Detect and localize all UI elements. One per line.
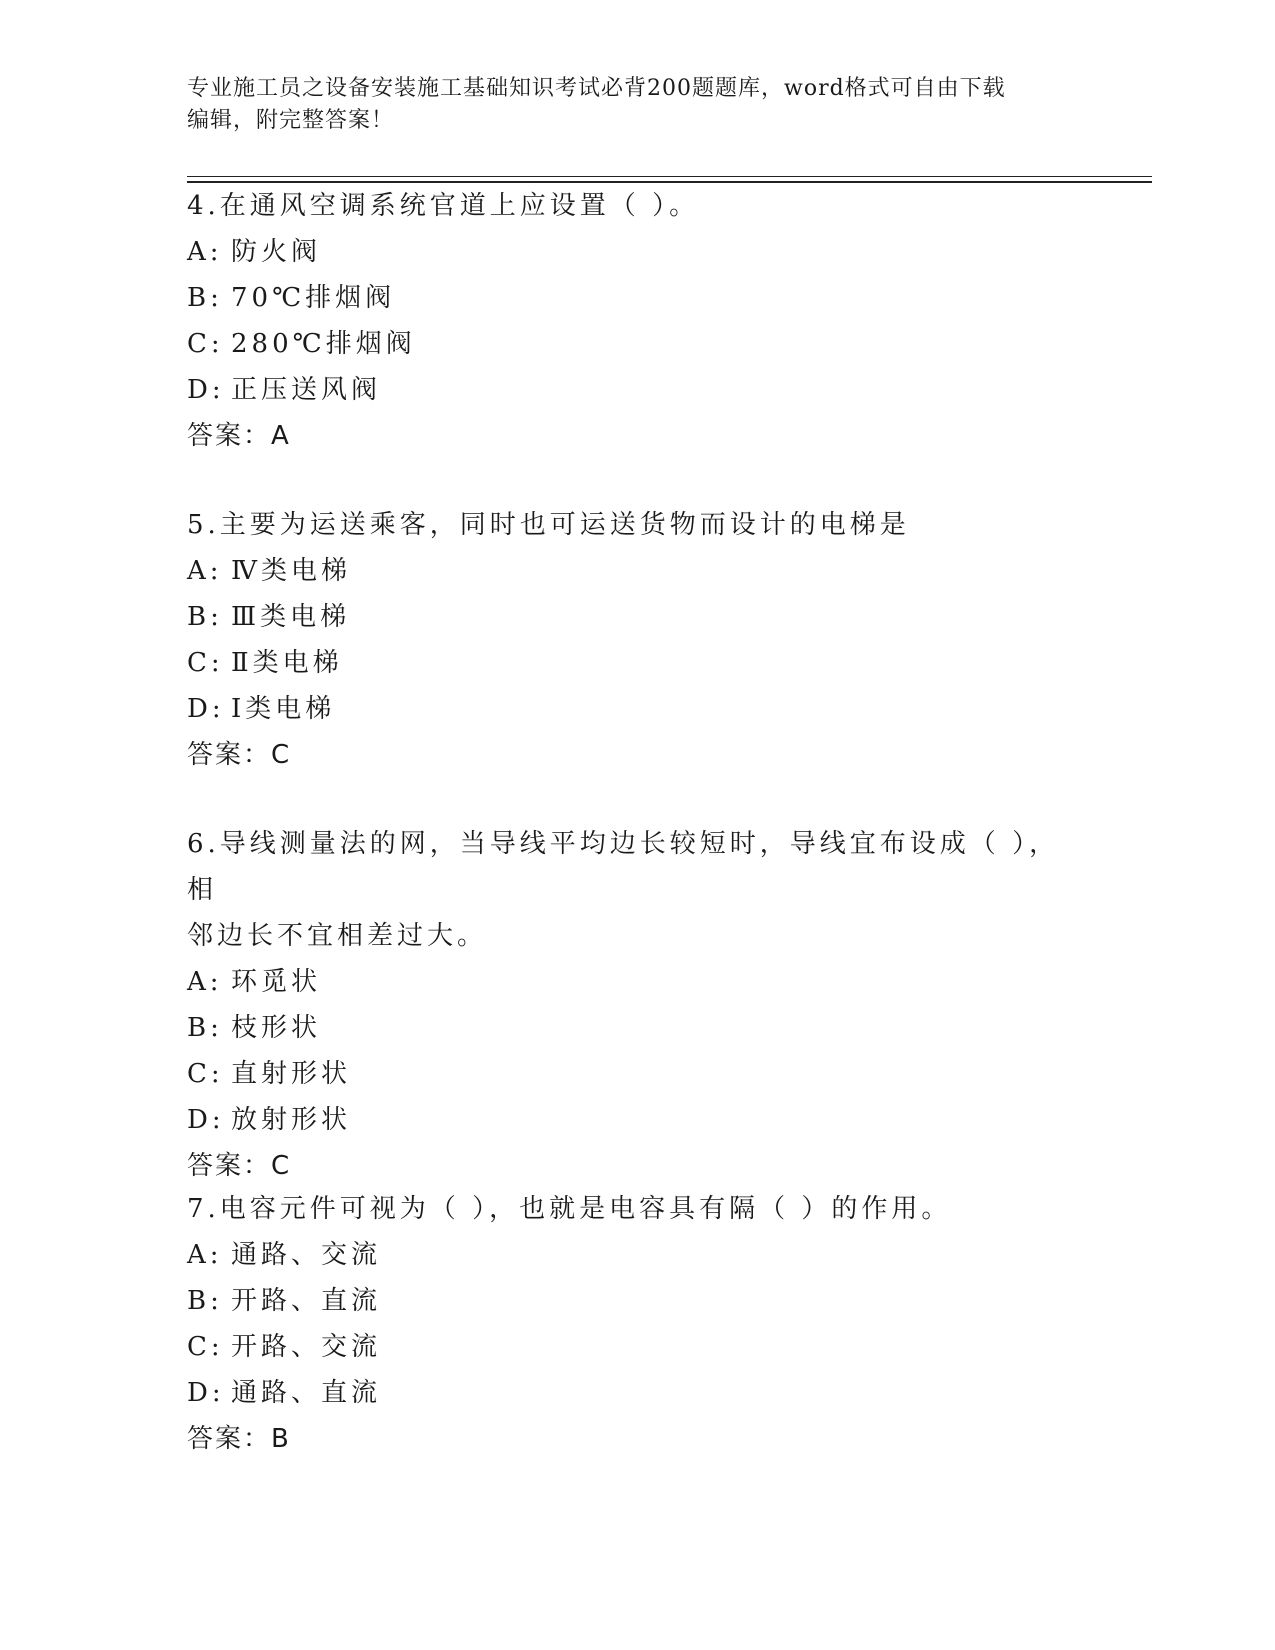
answer-label: 答案：B [187, 1424, 291, 1454]
option-text: Ⅱ类电梯 [231, 648, 343, 678]
option-letter: B: [187, 1286, 223, 1316]
option-a [187, 229, 1087, 275]
option-b [187, 1278, 1087, 1324]
option-text: 开路、交流 [231, 1332, 382, 1362]
question-stem: 4.在通风空调系统官道上应设置（ ）。 [187, 191, 700, 221]
option-b [187, 594, 1087, 640]
question-stem-line-2: 邻边长不宜相差过大。 [187, 921, 488, 951]
question-stem: 7.电容元件可视为（ ），也就是电容具有隔（ ）的作用。 [187, 1194, 952, 1224]
option-a [187, 959, 1087, 1005]
option-letter: A: [187, 237, 223, 267]
answer-label: 答案：A [187, 421, 291, 451]
question-stem-line-1: 6.导线测量法的网，当导线平均边长较短时，导线宜布设成（ ），相 [187, 829, 1060, 905]
option-b [187, 275, 1087, 321]
option-letter: C: [187, 329, 224, 359]
option-letter: B: [187, 1013, 223, 1043]
option-text: 开路、直流 [231, 1286, 382, 1316]
question-4 [187, 183, 1087, 459]
option-a [187, 1232, 1087, 1278]
question-7 [187, 1186, 1087, 1462]
option-d [187, 1097, 1087, 1143]
option-text: Ⅲ类电梯 [231, 602, 351, 632]
option-text: 正压送风阀 [231, 375, 382, 405]
option-letter: A: [187, 1240, 223, 1270]
answer-label: 答案：C [187, 740, 292, 770]
header-line-1: 专业施工员之设备安装施工基础知识考试必背200题题库，word格式可自由下载 [187, 76, 1006, 101]
option-c [187, 321, 1087, 367]
option-letter: B: [187, 283, 223, 313]
option-b [187, 1005, 1087, 1051]
option-letter: C: [187, 1059, 224, 1089]
option-text: Ⅳ类电梯 [231, 556, 351, 586]
option-a [187, 548, 1087, 594]
question-6 [187, 821, 1087, 1189]
option-d [187, 686, 1087, 732]
option-letter: C: [187, 648, 224, 678]
option-c [187, 1051, 1087, 1097]
header-line-2: 编辑，附完整答案！ [187, 108, 395, 133]
question-5 [187, 502, 1087, 778]
option-c [187, 1324, 1087, 1370]
option-letter: A: [187, 556, 223, 586]
document-header [187, 73, 1087, 137]
option-letter: D: [187, 1105, 225, 1135]
option-text: 放射形状 [231, 1105, 352, 1135]
option-letter: D: [187, 1378, 225, 1408]
option-letter: D: [187, 375, 225, 405]
option-text: 防火阀 [231, 237, 322, 267]
option-text: 直射形状 [231, 1059, 352, 1089]
option-text: 通路、交流 [231, 1240, 382, 1270]
option-text: 环觅状 [231, 967, 322, 997]
option-d [187, 367, 1087, 413]
option-text: 枝形状 [231, 1013, 322, 1043]
option-letter: C: [187, 1332, 224, 1362]
header-divider-thin [187, 176, 1152, 177]
option-letter: D: [187, 694, 225, 724]
answer-label: 答案：C [187, 1151, 292, 1181]
option-text: 280℃排烟阀 [231, 329, 416, 359]
question-stem: 5.主要为运送乘客，同时也可运送货物而设计的电梯是 [187, 510, 910, 540]
option-text: 70℃排烟阀 [231, 283, 396, 313]
option-letter: A: [187, 967, 223, 997]
option-c [187, 640, 1087, 686]
option-d [187, 1370, 1087, 1416]
option-letter: B: [187, 602, 223, 632]
option-text: 通路、直流 [231, 1378, 382, 1408]
option-text: Ⅰ类电梯 [231, 694, 336, 724]
